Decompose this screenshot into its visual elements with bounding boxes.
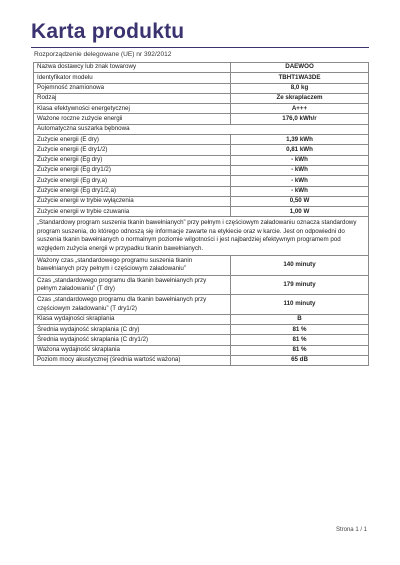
row-value: - kWh xyxy=(231,165,369,175)
table-row xyxy=(34,93,369,103)
title-rule xyxy=(31,47,369,48)
table-row xyxy=(34,217,369,256)
row-label: Rodzaj xyxy=(34,93,231,103)
row-value: 1,39 kWh xyxy=(231,135,369,145)
row-value: Ze skraplaczem xyxy=(231,93,369,103)
table-row xyxy=(34,325,369,335)
table-row xyxy=(34,176,369,186)
standard-program-note: „Standardowy program suszenia tkanin bawełnianych” przy pełnym i częściowym załadowaniu oznacza standardowy program suszenia, do którego odnoszą się informacje zawarte na etykiecie oraz w karcie. Jest on odpowiedni do suszenia tkanin bawełnianych o normalnym poziomie wilgotności i jest najbardziej efektywnym programem pod względem zużycia energii w przypadku tkanin bawełnianych. xyxy=(34,217,369,256)
row-label: Zużycie energii (Eg dry1/2,a) xyxy=(34,186,231,196)
row-label: Ważona wydajność skraplania xyxy=(34,345,231,355)
row-value: 179 minuty xyxy=(231,275,369,295)
row-value: 110 minuty xyxy=(231,295,369,315)
row-label: Ważony czas „standardowego programu suszenia tkanin bawełnianych przy pełnym i częściowym załadowaniu” xyxy=(34,256,231,276)
table-row xyxy=(34,314,369,324)
page-title: Karta produktu xyxy=(31,20,185,43)
row-value: 1,00 W xyxy=(231,207,369,217)
table-row xyxy=(34,83,369,93)
table-row xyxy=(34,295,369,315)
row-label: Zużycie energii (E dry) xyxy=(34,135,231,145)
row-label: Pojemność znamionowa xyxy=(34,83,231,93)
table-row xyxy=(34,335,369,345)
row-value: 65 dB xyxy=(231,356,369,366)
table-row xyxy=(34,345,369,355)
row-label: Klasa efektywności energetycznej xyxy=(34,104,231,114)
row-value: DAEWOO xyxy=(231,63,369,73)
table-row xyxy=(34,114,369,124)
row-value: - kWh xyxy=(231,186,369,196)
table-row xyxy=(34,207,369,217)
row-label: Zużycie energii w trybie wyłączenia xyxy=(34,196,231,206)
row-label: Zużycie energii (Eg dry,a) xyxy=(34,176,231,186)
page-number: Strona 1 / 1 xyxy=(335,527,367,533)
row-label: Czas „standardowego programu dla tkanin bawełnianych przy częściowym załadowaniu” (T dry1/2) xyxy=(34,295,231,315)
row-label: Zużycie energii (Eg dry) xyxy=(34,155,231,165)
row-label: Zużycie energii (Eg dry1/2) xyxy=(34,165,231,175)
product-data-table xyxy=(33,62,369,366)
row-value: TBHT1WA3DE xyxy=(231,73,369,83)
table-row xyxy=(34,275,369,295)
row-value: B xyxy=(231,314,369,324)
row-value: - kWh xyxy=(231,176,369,186)
regulation-subtitle: Rozporządzenie delegowane (UE) nr 392/2012 xyxy=(34,51,172,58)
row-label: Identyfikator modelu xyxy=(34,73,231,83)
row-value: 8,0 kg xyxy=(231,83,369,93)
row-value: A+++ xyxy=(231,104,369,114)
row-label: Średnia wydajność skraplania (C dry1/2) xyxy=(34,335,231,345)
row-value: 81 % xyxy=(231,345,369,355)
table-row xyxy=(34,135,369,145)
table-row xyxy=(34,73,369,83)
table-row xyxy=(34,104,369,114)
row-label: Zużycie energii w trybie czuwania xyxy=(34,207,231,217)
row-value: - kWh xyxy=(231,155,369,165)
table-row xyxy=(34,356,369,366)
row-label: Klasa wydajności skraplania xyxy=(34,314,231,324)
table-row xyxy=(34,145,369,155)
row-value: 0,50 W xyxy=(231,196,369,206)
table-row xyxy=(34,196,369,206)
row-value: 81 % xyxy=(231,335,369,345)
row-value: 140 minuty xyxy=(231,256,369,276)
row-label: Średnia wydajność skraplania (C dry) xyxy=(34,325,231,335)
table-row xyxy=(34,63,369,73)
row-value: 0,81 kWh xyxy=(231,145,369,155)
table-row xyxy=(34,124,369,134)
row-label: Zużycie energii (E dry1/2) xyxy=(34,145,231,155)
row-label: Ważone roczne zużycie energii xyxy=(34,114,231,124)
header xyxy=(31,20,369,44)
table-row xyxy=(34,256,369,276)
row-value: 81 % xyxy=(231,325,369,335)
auto-dryer-row: Automatyczna suszarka bębnowa xyxy=(34,124,369,134)
row-label: Nazwa dostawcy lub znak towarowy xyxy=(34,63,231,73)
row-value: 176,0 kWh/r xyxy=(231,114,369,124)
table-row xyxy=(34,155,369,165)
table-row xyxy=(34,165,369,175)
row-label: Czas „standardowego programu dla tkanin bawełnianych przy pełnym załadowaniu” (T dry) xyxy=(34,275,231,295)
table-row xyxy=(34,186,369,196)
row-label: Poziom mocy akustycznej (średnia wartość ważona) xyxy=(34,356,231,366)
